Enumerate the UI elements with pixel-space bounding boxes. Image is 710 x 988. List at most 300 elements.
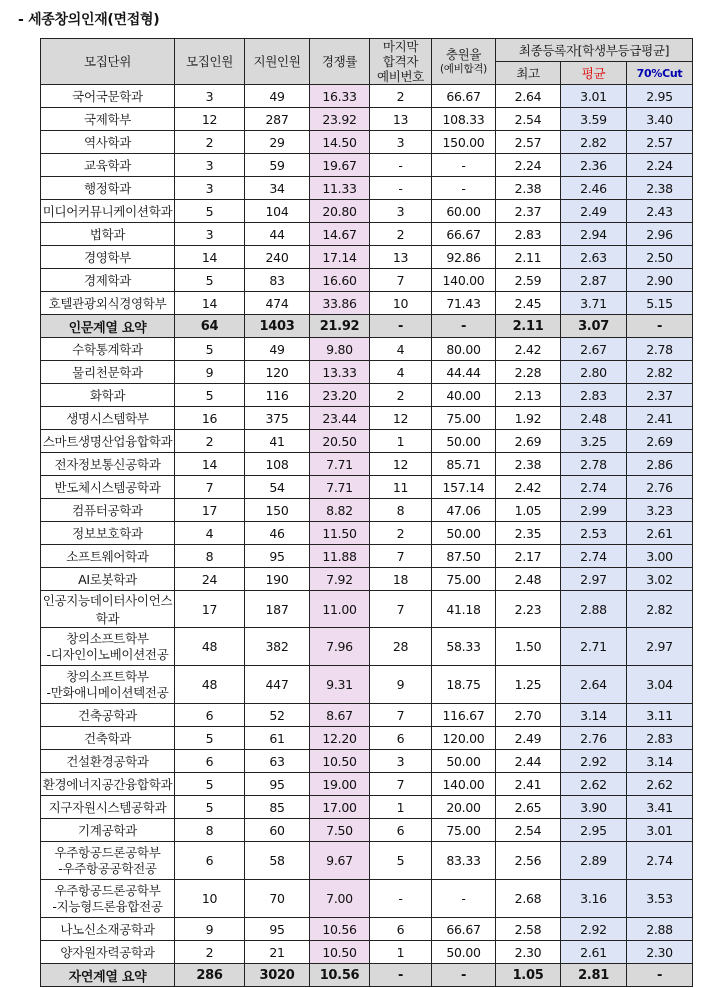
cell-recruit: 17 <box>175 591 245 628</box>
cell-competition: 11.00 <box>310 591 370 628</box>
cell-best: 1.25 <box>496 666 561 704</box>
cell-fill-rate: 75.00 <box>432 568 496 591</box>
cell-applicants: 54 <box>245 476 310 499</box>
cell-waitlist: 2 <box>370 384 432 407</box>
cell-cut70: 2.61 <box>627 522 693 545</box>
cell-fill-rate: 92.86 <box>432 246 496 269</box>
cell-best: 2.35 <box>496 522 561 545</box>
cell-waitlist: 28 <box>370 628 432 666</box>
header-avg: 평균 <box>561 62 627 85</box>
cell-waitlist: 10 <box>370 292 432 315</box>
cell-cut70: 2.41 <box>627 407 693 430</box>
page-title: - 세종창의인재(면접형) <box>18 12 160 28</box>
summary-row <box>41 315 693 338</box>
cell-cut70: 2.78 <box>627 338 693 361</box>
cell-cut70: 3.04 <box>627 666 693 704</box>
cell-avg: 2.46 <box>561 177 627 200</box>
cell-best: 2.30 <box>496 941 561 964</box>
cell-waitlist: 6 <box>370 819 432 842</box>
cell-fill-rate: - <box>432 154 496 177</box>
cell-waitlist: 8 <box>370 499 432 522</box>
cell-competition: 7.50 <box>310 819 370 842</box>
cell-recruit: 5 <box>175 796 245 819</box>
cell-recruit: 6 <box>175 842 245 880</box>
cell-cut70: 2.88 <box>627 918 693 941</box>
cell-avg: 3.07 <box>561 315 627 338</box>
cell-recruit: 5 <box>175 200 245 223</box>
cell-applicants: 63 <box>245 750 310 773</box>
cell-fill-rate: 44.44 <box>432 361 496 384</box>
cell-unit: 기계공학과 <box>41 819 175 842</box>
cell-fill-rate: 83.33 <box>432 842 496 880</box>
cell-applicants: 60 <box>245 819 310 842</box>
table-row <box>41 223 693 246</box>
header-best: 최고 <box>496 62 561 85</box>
table-row <box>41 704 693 727</box>
cell-avg: 2.78 <box>561 453 627 476</box>
cell-fill-rate: 47.06 <box>432 499 496 522</box>
cell-waitlist: - <box>370 880 432 918</box>
cell-competition: 16.60 <box>310 269 370 292</box>
cell-fill-rate: 71.43 <box>432 292 496 315</box>
cell-avg: 3.01 <box>561 85 627 108</box>
cell-best: 2.56 <box>496 842 561 880</box>
cell-recruit: 3 <box>175 177 245 200</box>
table-row <box>41 842 693 880</box>
cell-unit: 호텔관광외식경영학부 <box>41 292 175 315</box>
cell-applicants: 116 <box>245 384 310 407</box>
cell-applicants: 474 <box>245 292 310 315</box>
cell-best: 2.37 <box>496 200 561 223</box>
cell-avg: 2.95 <box>561 819 627 842</box>
cell-avg: 2.87 <box>561 269 627 292</box>
cell-fill-rate: 50.00 <box>432 522 496 545</box>
cell-cut70: 3.53 <box>627 880 693 918</box>
cell-fill-rate: 58.33 <box>432 628 496 666</box>
table-row <box>41 361 693 384</box>
table-row <box>41 338 693 361</box>
cell-unit: 창의소프트학부 -만화애니메이션텍전공 <box>41 666 175 704</box>
table-row <box>41 773 693 796</box>
cell-applicants: 287 <box>245 108 310 131</box>
cell-cut70: - <box>627 315 693 338</box>
cell-avg: 2.81 <box>561 964 627 987</box>
cell-best: 2.65 <box>496 796 561 819</box>
cell-cut70: 2.57 <box>627 131 693 154</box>
cell-waitlist: - <box>370 315 432 338</box>
cell-best: 2.44 <box>496 750 561 773</box>
cell-competition: 10.50 <box>310 941 370 964</box>
cell-applicants: 1403 <box>245 315 310 338</box>
table-body <box>41 85 693 987</box>
cell-applicants: 58 <box>245 842 310 880</box>
cell-recruit: 5 <box>175 773 245 796</box>
cell-applicants: 120 <box>245 361 310 384</box>
cell-waitlist: 12 <box>370 407 432 430</box>
cell-fill-rate: 60.00 <box>432 200 496 223</box>
cell-fill-rate: 140.00 <box>432 773 496 796</box>
cell-avg: 2.76 <box>561 727 627 750</box>
cell-recruit: 5 <box>175 338 245 361</box>
cell-unit: 건설환경공학과 <box>41 750 175 773</box>
cell-applicants: 34 <box>245 177 310 200</box>
cell-applicants: 46 <box>245 522 310 545</box>
cell-cut70: 3.14 <box>627 750 693 773</box>
cell-unit: 우주항공드론공학부 -지능형드론융합전공 <box>41 880 175 918</box>
cell-cut70: 2.43 <box>627 200 693 223</box>
header-last-waitlist: 마지막 합격자 예비번호 <box>370 39 432 85</box>
cell-cut70: 2.69 <box>627 430 693 453</box>
table-row <box>41 522 693 545</box>
cell-avg: 2.99 <box>561 499 627 522</box>
cell-cut70: 3.02 <box>627 568 693 591</box>
cell-competition: 19.67 <box>310 154 370 177</box>
cell-recruit: 4 <box>175 522 245 545</box>
cell-waitlist: 1 <box>370 796 432 819</box>
cell-fill-rate: 20.00 <box>432 796 496 819</box>
cell-best: 2.68 <box>496 880 561 918</box>
table-row <box>41 269 693 292</box>
cell-competition: 7.96 <box>310 628 370 666</box>
header-applicants: 지원인원 <box>245 39 310 85</box>
cell-cut70: 3.00 <box>627 545 693 568</box>
cell-unit: 자연계열 요약 <box>41 964 175 987</box>
cell-avg: 2.83 <box>561 384 627 407</box>
cell-competition: 11.50 <box>310 522 370 545</box>
cell-fill-rate: 50.00 <box>432 750 496 773</box>
cell-cut70: 2.82 <box>627 591 693 628</box>
cell-fill-rate: - <box>432 177 496 200</box>
cell-competition: 14.50 <box>310 131 370 154</box>
cell-cut70: 2.38 <box>627 177 693 200</box>
cell-applicants: 83 <box>245 269 310 292</box>
cell-best: 2.54 <box>496 108 561 131</box>
cell-recruit: 14 <box>175 292 245 315</box>
cell-applicants: 44 <box>245 223 310 246</box>
cell-cut70: 3.01 <box>627 819 693 842</box>
cell-fill-rate: 87.50 <box>432 545 496 568</box>
cell-fill-rate: 75.00 <box>432 407 496 430</box>
cell-applicants: 41 <box>245 430 310 453</box>
cell-cut70: 2.83 <box>627 727 693 750</box>
cell-unit: 경영학부 <box>41 246 175 269</box>
cell-applicants: 49 <box>245 338 310 361</box>
cell-avg: 2.53 <box>561 522 627 545</box>
cell-applicants: 108 <box>245 453 310 476</box>
cell-recruit: 14 <box>175 453 245 476</box>
cell-fill-rate: 157.14 <box>432 476 496 499</box>
cell-competition: 13.33 <box>310 361 370 384</box>
cell-best: 2.54 <box>496 819 561 842</box>
cell-unit: 법학과 <box>41 223 175 246</box>
cell-best: 2.59 <box>496 269 561 292</box>
cell-best: 2.38 <box>496 453 561 476</box>
cell-recruit: 12 <box>175 108 245 131</box>
cell-fill-rate: 66.67 <box>432 223 496 246</box>
cell-recruit: 64 <box>175 315 245 338</box>
table-row <box>41 499 693 522</box>
cell-avg: 2.48 <box>561 407 627 430</box>
cell-unit: 역사학과 <box>41 131 175 154</box>
cell-applicants: 382 <box>245 628 310 666</box>
cell-competition: 17.14 <box>310 246 370 269</box>
cell-best: 2.11 <box>496 315 561 338</box>
cell-avg: 3.71 <box>561 292 627 315</box>
cell-cut70: 2.82 <box>627 361 693 384</box>
cell-competition: 10.56 <box>310 918 370 941</box>
table-row <box>41 108 693 131</box>
cell-fill-rate: 116.67 <box>432 704 496 727</box>
cell-waitlist: 6 <box>370 918 432 941</box>
cell-applicants: 95 <box>245 918 310 941</box>
table-row <box>41 941 693 964</box>
cell-recruit: 2 <box>175 941 245 964</box>
cell-unit: 지구자원시스템공학과 <box>41 796 175 819</box>
cell-recruit: 2 <box>175 131 245 154</box>
table-row <box>41 750 693 773</box>
cell-cut70: 5.15 <box>627 292 693 315</box>
cell-cut70: 2.97 <box>627 628 693 666</box>
cell-best: 2.24 <box>496 154 561 177</box>
cell-waitlist: 3 <box>370 200 432 223</box>
cell-recruit: 3 <box>175 223 245 246</box>
cell-waitlist: 2 <box>370 223 432 246</box>
cell-unit: 양자원자력공학과 <box>41 941 175 964</box>
header-competition: 경쟁률 <box>310 39 370 85</box>
cell-avg: 2.64 <box>561 666 627 704</box>
cell-cut70: 2.90 <box>627 269 693 292</box>
cell-unit: 정보보호학과 <box>41 522 175 545</box>
cell-avg: 3.16 <box>561 880 627 918</box>
cell-applicants: 29 <box>245 131 310 154</box>
cell-waitlist: - <box>370 177 432 200</box>
cell-recruit: 16 <box>175 407 245 430</box>
header-unit: 모집단위 <box>41 39 175 85</box>
cell-competition: 23.20 <box>310 384 370 407</box>
table-row <box>41 85 693 108</box>
table-row <box>41 880 693 918</box>
cell-fill-rate: - <box>432 964 496 987</box>
cell-unit: AI로봇학과 <box>41 568 175 591</box>
cell-fill-rate: 150.00 <box>432 131 496 154</box>
cell-unit: 스마트생명산업융합학과 <box>41 430 175 453</box>
cell-unit: 국제학부 <box>41 108 175 131</box>
cell-best: 2.48 <box>496 568 561 591</box>
cell-avg: 3.25 <box>561 430 627 453</box>
cell-recruit: 17 <box>175 499 245 522</box>
cell-waitlist: 11 <box>370 476 432 499</box>
cell-recruit: 9 <box>175 361 245 384</box>
cell-applicants: 49 <box>245 85 310 108</box>
cell-unit: 나노신소재공학과 <box>41 918 175 941</box>
cell-recruit: 48 <box>175 628 245 666</box>
cell-fill-rate: 85.71 <box>432 453 496 476</box>
cell-best: 1.05 <box>496 964 561 987</box>
cell-recruit: 2 <box>175 430 245 453</box>
cell-avg: 2.80 <box>561 361 627 384</box>
cell-best: 2.41 <box>496 773 561 796</box>
table-row <box>41 430 693 453</box>
cell-unit: 교육학과 <box>41 154 175 177</box>
cell-best: 2.17 <box>496 545 561 568</box>
cell-waitlist: 12 <box>370 453 432 476</box>
cell-fill-rate: 50.00 <box>432 941 496 964</box>
table-row <box>41 453 693 476</box>
cell-best: 2.42 <box>496 338 561 361</box>
cell-best: 2.11 <box>496 246 561 269</box>
cell-avg: 2.49 <box>561 200 627 223</box>
cell-best: 2.45 <box>496 292 561 315</box>
cell-cut70: 3.40 <box>627 108 693 131</box>
cell-avg: 2.97 <box>561 568 627 591</box>
cell-cut70: 2.96 <box>627 223 693 246</box>
cell-fill-rate: 140.00 <box>432 269 496 292</box>
cell-unit: 미디어커뮤니케이션학과 <box>41 200 175 223</box>
cell-waitlist: 7 <box>370 269 432 292</box>
cell-applicants: 150 <box>245 499 310 522</box>
cell-waitlist: 7 <box>370 591 432 628</box>
cell-waitlist: 4 <box>370 338 432 361</box>
cell-avg: 2.82 <box>561 131 627 154</box>
cell-fill-rate: 80.00 <box>432 338 496 361</box>
header-fill-rate <box>432 39 496 85</box>
cell-applicants: 59 <box>245 154 310 177</box>
cell-applicants: 240 <box>245 246 310 269</box>
table-row <box>41 407 693 430</box>
cell-recruit: 5 <box>175 384 245 407</box>
cell-recruit: 286 <box>175 964 245 987</box>
cell-applicants: 95 <box>245 773 310 796</box>
cell-avg: 2.89 <box>561 842 627 880</box>
cell-applicants: 61 <box>245 727 310 750</box>
cell-cut70: 3.11 <box>627 704 693 727</box>
cell-best: 2.58 <box>496 918 561 941</box>
cell-unit: 행정학과 <box>41 177 175 200</box>
cell-applicants: 52 <box>245 704 310 727</box>
cell-competition: 9.31 <box>310 666 370 704</box>
table-row <box>41 131 693 154</box>
cell-competition: 9.80 <box>310 338 370 361</box>
cell-best: 2.38 <box>496 177 561 200</box>
cell-waitlist: 7 <box>370 704 432 727</box>
cell-competition: 7.71 <box>310 453 370 476</box>
cell-best: 2.83 <box>496 223 561 246</box>
cell-fill-rate: 120.00 <box>432 727 496 750</box>
cell-waitlist: 2 <box>370 522 432 545</box>
table-row <box>41 628 693 666</box>
cell-best: 2.70 <box>496 704 561 727</box>
cell-competition: 11.33 <box>310 177 370 200</box>
cell-competition: 10.56 <box>310 964 370 987</box>
cell-unit: 환경에너지공간융합학과 <box>41 773 175 796</box>
cell-unit: 인문계열 요약 <box>41 315 175 338</box>
cell-waitlist: 6 <box>370 727 432 750</box>
table-row <box>41 177 693 200</box>
header-fill-rate-sub: (예비합격) <box>440 62 487 75</box>
cell-competition: 12.20 <box>310 727 370 750</box>
cell-unit: 경제학과 <box>41 269 175 292</box>
cell-recruit: 5 <box>175 269 245 292</box>
cell-cut70: 2.74 <box>627 842 693 880</box>
cell-competition: 8.67 <box>310 704 370 727</box>
cell-competition: 10.50 <box>310 750 370 773</box>
cell-unit: 건축공학과 <box>41 704 175 727</box>
cell-waitlist: 5 <box>370 842 432 880</box>
cell-waitlist: - <box>370 964 432 987</box>
cell-avg: 2.62 <box>561 773 627 796</box>
cell-cut70: 2.86 <box>627 453 693 476</box>
header-cut70: 70%Cut <box>627 62 693 85</box>
cell-unit: 물리천문학과 <box>41 361 175 384</box>
cell-waitlist: 9 <box>370 666 432 704</box>
cell-recruit: 7 <box>175 476 245 499</box>
cell-competition: 19.00 <box>310 773 370 796</box>
cell-applicants: 375 <box>245 407 310 430</box>
cell-avg: 2.74 <box>561 476 627 499</box>
summary-row <box>41 964 693 987</box>
cell-best: 2.49 <box>496 727 561 750</box>
cell-recruit: 3 <box>175 85 245 108</box>
cell-recruit: 10 <box>175 880 245 918</box>
cell-best: 1.05 <box>496 499 561 522</box>
cell-avg: 2.92 <box>561 750 627 773</box>
cell-competition: 7.71 <box>310 476 370 499</box>
cell-unit: 국어국문학과 <box>41 85 175 108</box>
cell-cut70: 2.37 <box>627 384 693 407</box>
cell-waitlist: 7 <box>370 773 432 796</box>
cell-waitlist: 18 <box>370 568 432 591</box>
cell-avg: 2.67 <box>561 338 627 361</box>
cell-avg: 2.88 <box>561 591 627 628</box>
cell-best: 1.50 <box>496 628 561 666</box>
cell-competition: 14.67 <box>310 223 370 246</box>
cell-unit: 우주항공드론공학부 -우주항공공학전공 <box>41 842 175 880</box>
cell-best: 2.42 <box>496 476 561 499</box>
cell-competition: 9.67 <box>310 842 370 880</box>
cell-unit: 소프트웨어학과 <box>41 545 175 568</box>
cell-unit: 생명시스템학부 <box>41 407 175 430</box>
cell-waitlist: 3 <box>370 750 432 773</box>
cell-best: 2.28 <box>496 361 561 384</box>
cell-cut70: 2.30 <box>627 941 693 964</box>
cell-unit: 화학과 <box>41 384 175 407</box>
cell-competition: 21.92 <box>310 315 370 338</box>
cell-avg: 2.74 <box>561 545 627 568</box>
table-row <box>41 591 693 628</box>
cell-avg: 2.63 <box>561 246 627 269</box>
cell-unit: 인공지능데이터사이언스학과 <box>41 591 175 628</box>
admission-results-table <box>40 38 693 987</box>
cell-fill-rate: 66.67 <box>432 918 496 941</box>
cell-recruit: 6 <box>175 750 245 773</box>
cell-recruit: 6 <box>175 704 245 727</box>
cell-recruit: 3 <box>175 154 245 177</box>
cell-cut70: 2.76 <box>627 476 693 499</box>
cell-avg: 3.90 <box>561 796 627 819</box>
cell-unit: 반도체시스템공학과 <box>41 476 175 499</box>
cell-cut70: 3.41 <box>627 796 693 819</box>
cell-fill-rate: - <box>432 880 496 918</box>
cell-cut70: - <box>627 964 693 987</box>
cell-waitlist: 2 <box>370 85 432 108</box>
cell-competition: 20.80 <box>310 200 370 223</box>
table-row <box>41 545 693 568</box>
cell-fill-rate: 50.00 <box>432 430 496 453</box>
cell-competition: 20.50 <box>310 430 370 453</box>
cell-applicants: 3020 <box>245 964 310 987</box>
cell-best: 2.69 <box>496 430 561 453</box>
cell-cut70: 2.95 <box>627 85 693 108</box>
